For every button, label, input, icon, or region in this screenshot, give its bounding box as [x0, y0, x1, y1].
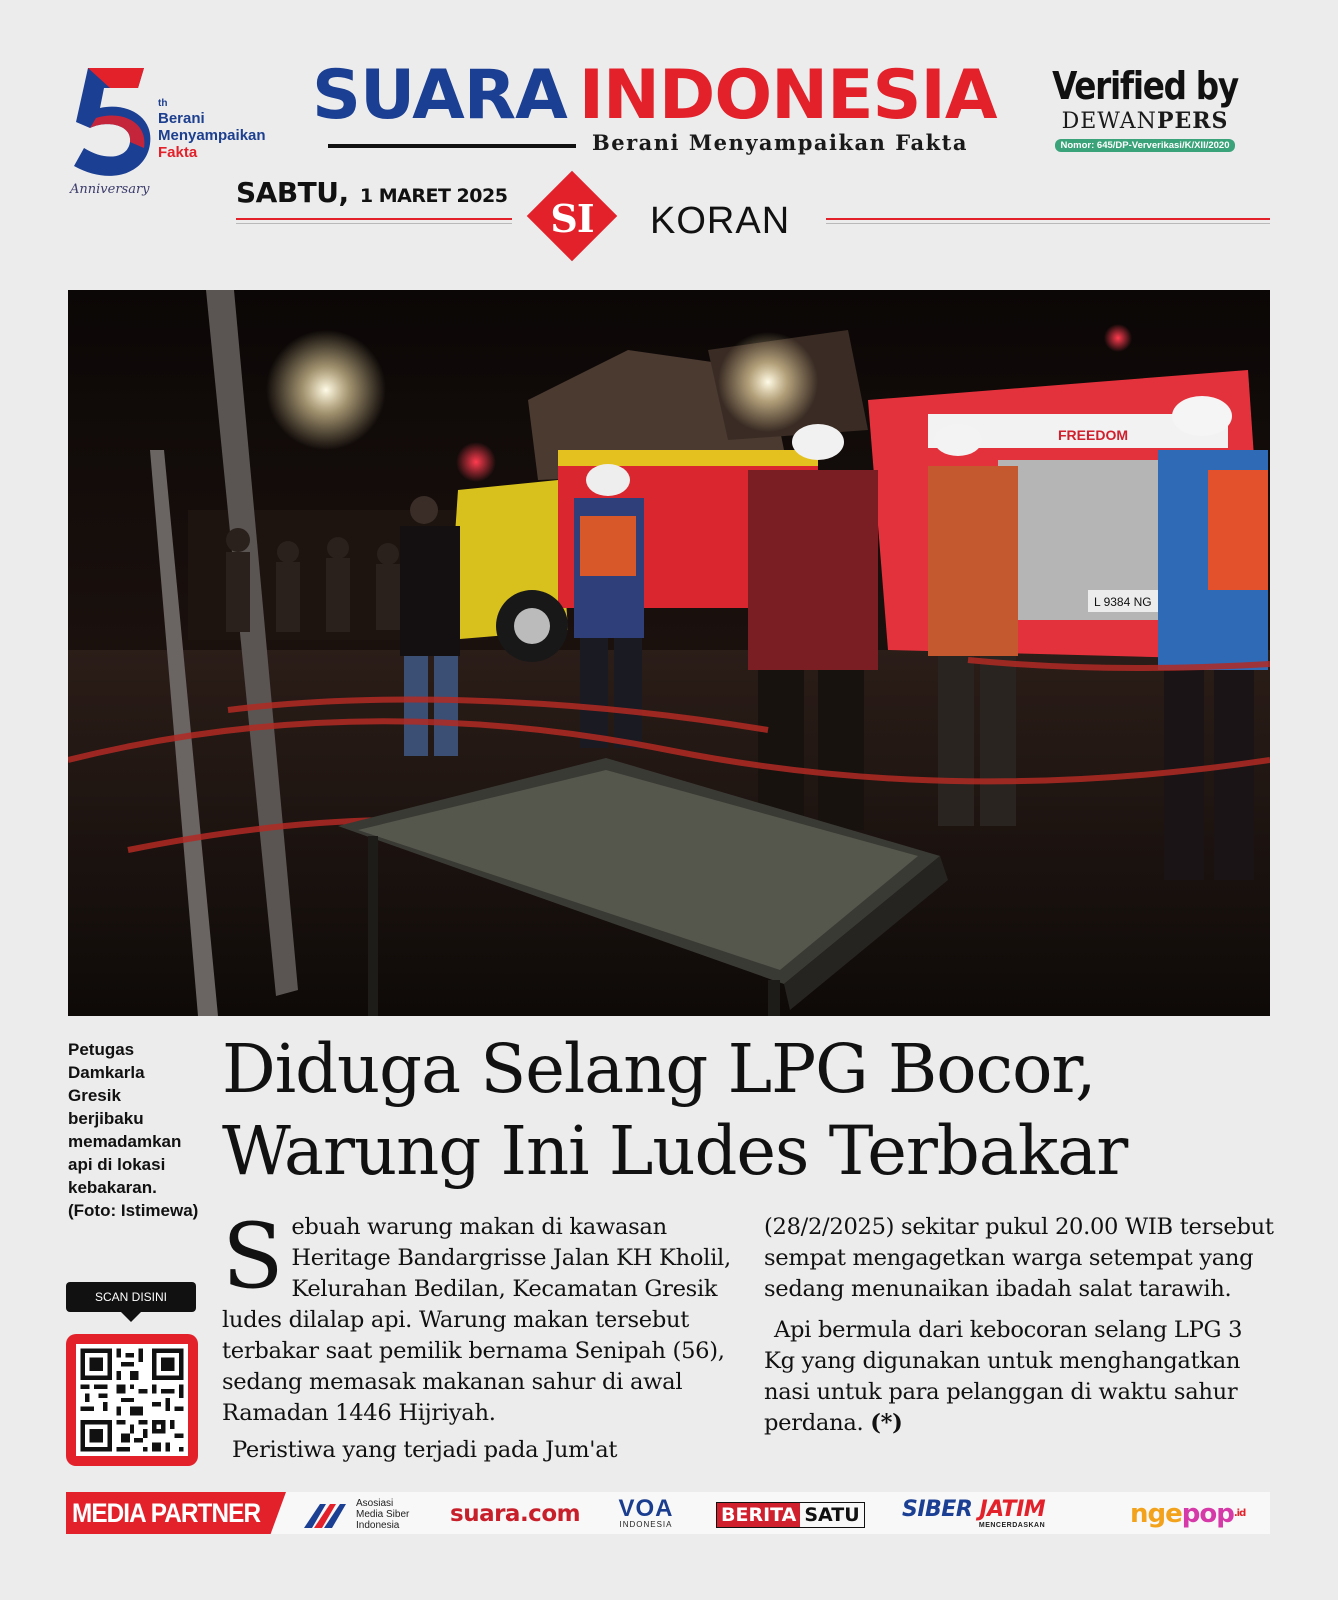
si-logo-text: SI	[550, 196, 594, 241]
amsi-name	[356, 1498, 409, 1531]
anniversary-script: Anniversary	[70, 182, 150, 197]
media-partner-label	[66, 1492, 286, 1534]
paragraph-text: Api bermula dari kebocoran selang LPG 3 Kg yang digunakan untuk menghangatkan nasi untuk para pelanggan di waktu sahur perdana.	[764, 1317, 1243, 1436]
section-name: KORAN	[650, 200, 791, 242]
voa-logo: VOA	[618, 1495, 674, 1522]
article-paragraph: Peristiwa yang terjadi pada Jum'at	[232, 1437, 618, 1463]
partner-siberjatim[interactable]	[902, 1498, 1045, 1530]
ngepop-part-b: pop	[1181, 1499, 1234, 1529]
siberjatim-logo	[902, 1498, 1045, 1522]
license-plate: L 9384 NG	[1094, 595, 1152, 609]
five-anniversary-icon	[66, 62, 158, 182]
siberjatim-tagline: MENCERDASKAN	[978, 1522, 1046, 1529]
ngepop-part-a: nge	[1130, 1499, 1182, 1529]
article-paragraph	[764, 1315, 1274, 1439]
section-rule-grey	[826, 223, 1270, 224]
anniversary-tagline	[158, 110, 266, 161]
verified-title: Verified by	[1052, 64, 1238, 108]
photo-caption: Petugas Damkarla Gresik berjibaku memadamkan api di lokasi kebakaran. (Foto: Istimewa)	[68, 1040, 199, 1220]
qr-code[interactable]	[76, 1344, 188, 1456]
partner-voa[interactable]	[606, 1495, 686, 1530]
si-logo	[530, 174, 620, 264]
edition-day: SABTU,	[236, 176, 349, 209]
dewan-pers-logo	[1034, 108, 1256, 135]
amsi-line: Indonesia	[356, 1520, 400, 1531]
amsi-line: Media Siber	[356, 1509, 410, 1520]
article-headline[interactable]	[222, 1028, 1282, 1192]
anniversary-ordinal: th	[158, 98, 168, 109]
news-photo	[68, 290, 1270, 1016]
article-column-2	[764, 1212, 1274, 1439]
edition-date	[236, 176, 507, 209]
voa-subtitle: INDONESIA	[619, 1520, 673, 1529]
article-column-1	[222, 1204, 732, 1466]
partner-suara[interactable]: suara.com	[450, 1501, 581, 1527]
verification-number: Nomor: 645/DP-Ververikasi/K/XII/2020	[1055, 139, 1236, 152]
siber-text: SIBER	[902, 1497, 973, 1522]
partner-beritasatu[interactable]	[716, 1502, 865, 1528]
qr-code-icon	[76, 1344, 188, 1456]
beritasatu-part-b: SATU	[804, 1504, 860, 1526]
tagline-word: Fakta	[158, 144, 198, 161]
masthead-slogan: Berani Menyampaikan Fakta	[592, 130, 968, 155]
edition-date-text: 1 MARET 2025	[359, 185, 508, 207]
pers-text: PERS	[1156, 108, 1229, 134]
end-mark: (*)	[870, 1410, 903, 1436]
jatim-text: JATIM	[979, 1497, 1046, 1522]
ngepop-part-c: .id	[1233, 1508, 1246, 1519]
paragraph-text: ebuah warung makan di kawasan Heritage Bandargrisse Jalan KH Kholil, Kelurahan Bedilan, Kecamatan Gresik ludes dilalap api. Warung makan tersebut terbakar saat pemilik bernama Senipah (56), sedang memasak makanan sahur di awal Ramadan 1446 Hijriyah.	[222, 1214, 731, 1426]
media-partner-text: MEDIA PARTNER	[72, 1498, 261, 1528]
tagline-word: Menyampaikan	[158, 127, 266, 144]
brand-part-indonesia: INDONESIA	[578, 56, 997, 135]
scan-label: SCAN DISINI	[66, 1282, 196, 1312]
tagline-word: Berani	[158, 110, 205, 127]
partner-amsi[interactable]	[300, 1498, 430, 1530]
brand-name[interactable]	[312, 56, 996, 136]
amsi-logo-icon	[300, 1498, 354, 1530]
date-rule-grey	[236, 223, 512, 224]
masthead	[312, 56, 1032, 166]
scan-arrow-icon	[121, 1312, 141, 1322]
truck-text: FREEDOM	[1058, 427, 1128, 443]
fire-scene-illustration	[68, 290, 1270, 1016]
headline-line: Warung Ini Ludes Terbakar	[222, 1112, 1128, 1190]
headline-line: Diduga Selang LPG Bocor,	[222, 1030, 1096, 1108]
drop-cap: S	[222, 1204, 284, 1309]
section-rule-red	[826, 218, 1270, 220]
amsi-line: Asosiasi	[356, 1498, 394, 1509]
dewan-text: DEWAN	[1061, 109, 1157, 134]
partner-ngepop[interactable]	[1130, 1498, 1245, 1530]
verified-badge	[1034, 64, 1256, 164]
brand-part-suara: SUARA	[312, 56, 567, 135]
article-paragraph	[222, 1204, 732, 1429]
date-rule-red	[236, 218, 512, 220]
article-paragraph: (28/2/2025) sekitar pukul 20.00 WIB tersebut sempat mengagetkan warga setempat yang sedang menunaikan ibadah salat tarawih.	[764, 1214, 1274, 1302]
beritasatu-part-a: BERITA	[717, 1503, 800, 1527]
masthead-rule	[328, 144, 576, 148]
